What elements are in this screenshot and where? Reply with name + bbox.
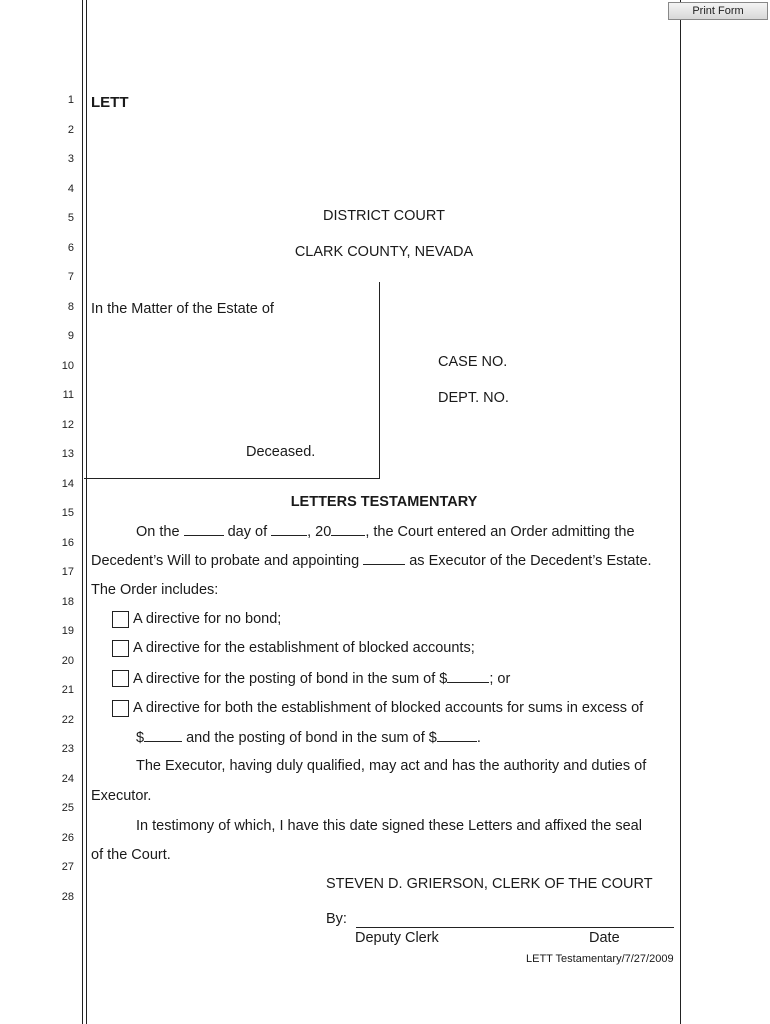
dept-no-label: DEPT. NO. <box>438 390 509 406</box>
line-number: 24 <box>61 772 74 785</box>
executor-authority-line1: The Executor, having duly qualified, may act and has the authority and duties of <box>136 758 647 774</box>
excess-amount-blank[interactable] <box>144 729 182 742</box>
order-includes-label: The Order includes: <box>91 582 219 598</box>
form-footer-code: LETT Testamentary/7/27/2009 <box>526 953 674 965</box>
day-blank[interactable] <box>184 523 224 536</box>
left-margin-rule-inner <box>86 0 87 1024</box>
line-number: 9 <box>67 330 74 342</box>
line-number: 18 <box>61 595 74 608</box>
line-number: 2 <box>67 123 74 136</box>
line-number: 8 <box>67 300 74 313</box>
court-name: DISTRICT COURT <box>323 208 445 224</box>
clerk-name: STEVEN D. GRIERSON, CLERK OF THE COURT <box>326 876 653 892</box>
line-number: 10 <box>61 359 74 372</box>
by-label: By: <box>326 911 347 927</box>
line-number: 25 <box>61 802 74 814</box>
both-bond-amount-blank[interactable] <box>437 729 477 742</box>
option-blocked-accounts: A directive for the establishment of blocked accounts; <box>133 640 475 656</box>
checkbox-blocked-accounts[interactable] <box>112 640 129 657</box>
checkbox-no-bond[interactable] <box>112 611 129 628</box>
line-number: 27 <box>61 861 74 873</box>
line-number: 1 <box>67 94 74 106</box>
line-number: 7 <box>67 271 74 283</box>
year-blank[interactable] <box>331 523 365 536</box>
county-name: CLARK COUNTY, NEVADA <box>294 244 474 260</box>
line-number: 4 <box>67 182 74 195</box>
line-number: 12 <box>61 418 74 431</box>
form-code: LETT <box>91 94 129 111</box>
line-number: 23 <box>61 743 74 755</box>
line-number: 13 <box>61 448 74 460</box>
paragraph-appointing: Decedent’s Will to probate and appointing as Executor of the Decedent’s Estate. <box>91 553 652 569</box>
line-number: 15 <box>61 507 74 519</box>
left-margin-rule-outer <box>82 0 83 1024</box>
line-number: 5 <box>67 212 74 224</box>
date-label: Date <box>589 930 620 946</box>
line-number: 11 <box>62 389 74 401</box>
case-no-label: CASE NO. <box>438 354 508 370</box>
line-number: 17 <box>61 566 74 578</box>
line-number: 14 <box>61 477 74 490</box>
option-both-line2: $ and the posting of bond in the sum of $ . <box>136 730 481 746</box>
month-blank[interactable] <box>271 523 307 536</box>
executor-authority-line2: Executor. <box>91 788 152 804</box>
right-margin-rule <box>680 0 681 1024</box>
document-title: LETTERS TESTAMENTARY <box>290 494 478 510</box>
paragraph-order-date: On the day of , 20 , the Court entered an Order admitting the <box>136 524 635 540</box>
option-posting-bond: A directive for the posting of bond in the sum of $ ; or <box>133 671 511 687</box>
estate-of-label: In the Matter of the Estate of <box>91 301 274 317</box>
line-number: 19 <box>61 625 74 637</box>
caption-divider-vertical <box>379 282 380 478</box>
deceased-label: Deceased. <box>246 444 316 460</box>
testimony-line1: In testimony of which, I have this date signed these Letters and affixed the seal <box>136 818 642 834</box>
line-number: 26 <box>61 831 74 844</box>
line-number: 28 <box>61 890 74 903</box>
line-number: 3 <box>67 153 74 165</box>
line-number: 16 <box>61 536 74 549</box>
line-number: 6 <box>67 241 74 254</box>
signature-line[interactable] <box>356 927 674 928</box>
bond-amount-blank[interactable] <box>447 670 489 683</box>
testimony-line2: of the Court. <box>91 847 171 863</box>
print-form-button[interactable]: Print Form <box>668 2 768 20</box>
option-no-bond: A directive for no bond; <box>133 611 282 627</box>
checkbox-posting-bond[interactable] <box>112 670 129 687</box>
deputy-clerk-label: Deputy Clerk <box>355 930 439 946</box>
line-number: 21 <box>61 684 74 696</box>
option-both-line1: A directive for both the establishment of blocked accounts for sums in excess of <box>133 700 644 716</box>
line-number: 22 <box>61 713 74 726</box>
checkbox-both[interactable] <box>112 700 129 717</box>
executor-name-blank[interactable] <box>363 552 405 565</box>
line-number: 20 <box>61 654 74 667</box>
caption-divider-horizontal <box>84 478 380 479</box>
